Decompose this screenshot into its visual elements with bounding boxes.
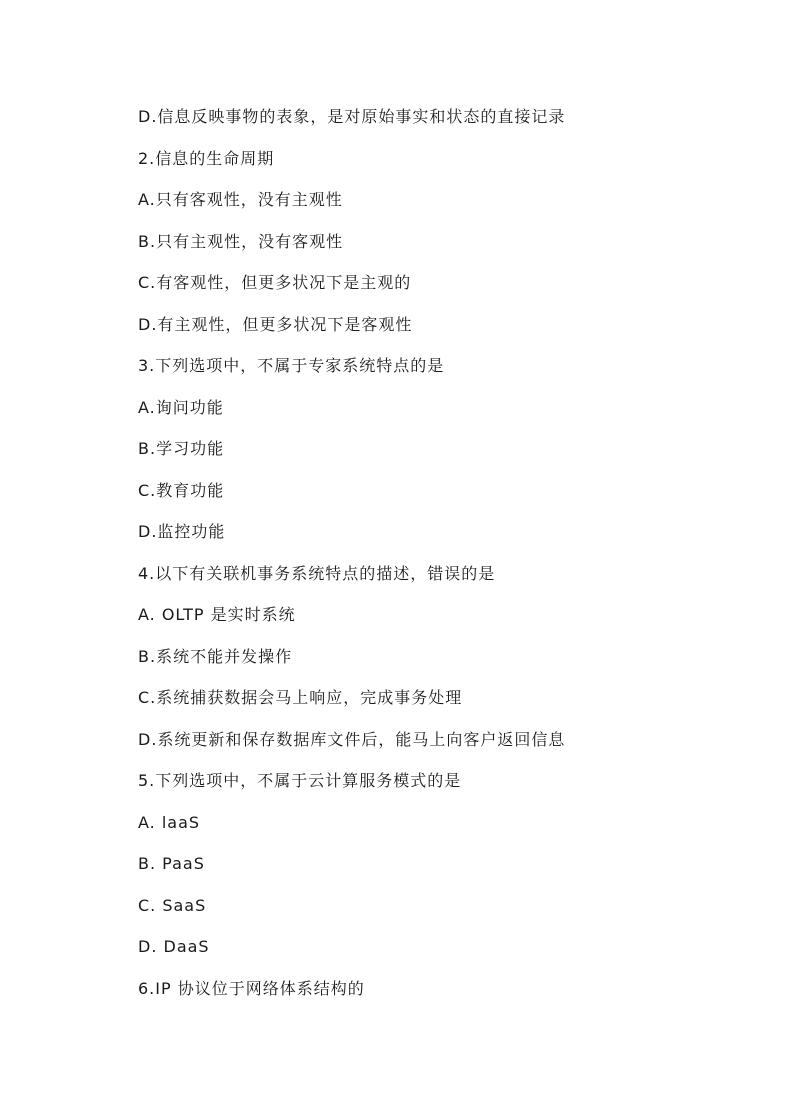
question-4-option-a: A. OLTP 是实时系统 — [138, 605, 296, 624]
question-3-option-c: C.教育功能 — [138, 480, 225, 500]
question-1-option-d: D.信息反映事物的表象，是对原始事实和状态的直接记录 — [138, 107, 566, 126]
question-2-option-c: C.有客观性，但更多状况下是主观的 — [138, 273, 412, 292]
question-3-stem: 3.下列选项中，不属于专家系统特点的是 — [138, 356, 445, 375]
question-4-option-b: B.系统不能并发操作 — [138, 646, 293, 666]
question-5-option-a: A. laaS — [138, 812, 201, 832]
question-4-option-c: C.系统捕获数据会马上响应，完成事务处理 — [138, 688, 463, 707]
question-5-option-c: C. SaaS — [138, 895, 207, 915]
question-3-option-a: A.询问功能 — [138, 397, 224, 417]
question-3-option-b: B.学习功能 — [138, 439, 225, 458]
question-5-option-b: B. PaaS — [138, 854, 205, 873]
question-4-stem: 4.以下有关联机事务系统特点的描述，错误的是 — [138, 563, 496, 583]
question-5-stem: 5.下列选项中，不属于云计算服务模式的是 — [138, 771, 462, 790]
question-3-option-d: D.监控功能 — [138, 522, 226, 541]
question-2-stem: 2.信息的生命周期 — [138, 148, 275, 168]
question-2-option-a: A.只有客观性，没有主观性 — [138, 190, 343, 209]
question-6-stem: 6.IP 协议位于网络体系结构的 — [138, 978, 365, 998]
question-2-option-b: B.只有主观性，没有客观性 — [138, 231, 344, 251]
document-body — [138, 103, 758, 1016]
question-2-option-d: D.有主观性，但更多状况下是客观性 — [138, 314, 413, 334]
question-4-option-d: D.系统更新和保存数据库文件后，能马上向客户返回信息 — [138, 729, 566, 749]
question-5-option-d: D. DaaS — [138, 937, 210, 956]
